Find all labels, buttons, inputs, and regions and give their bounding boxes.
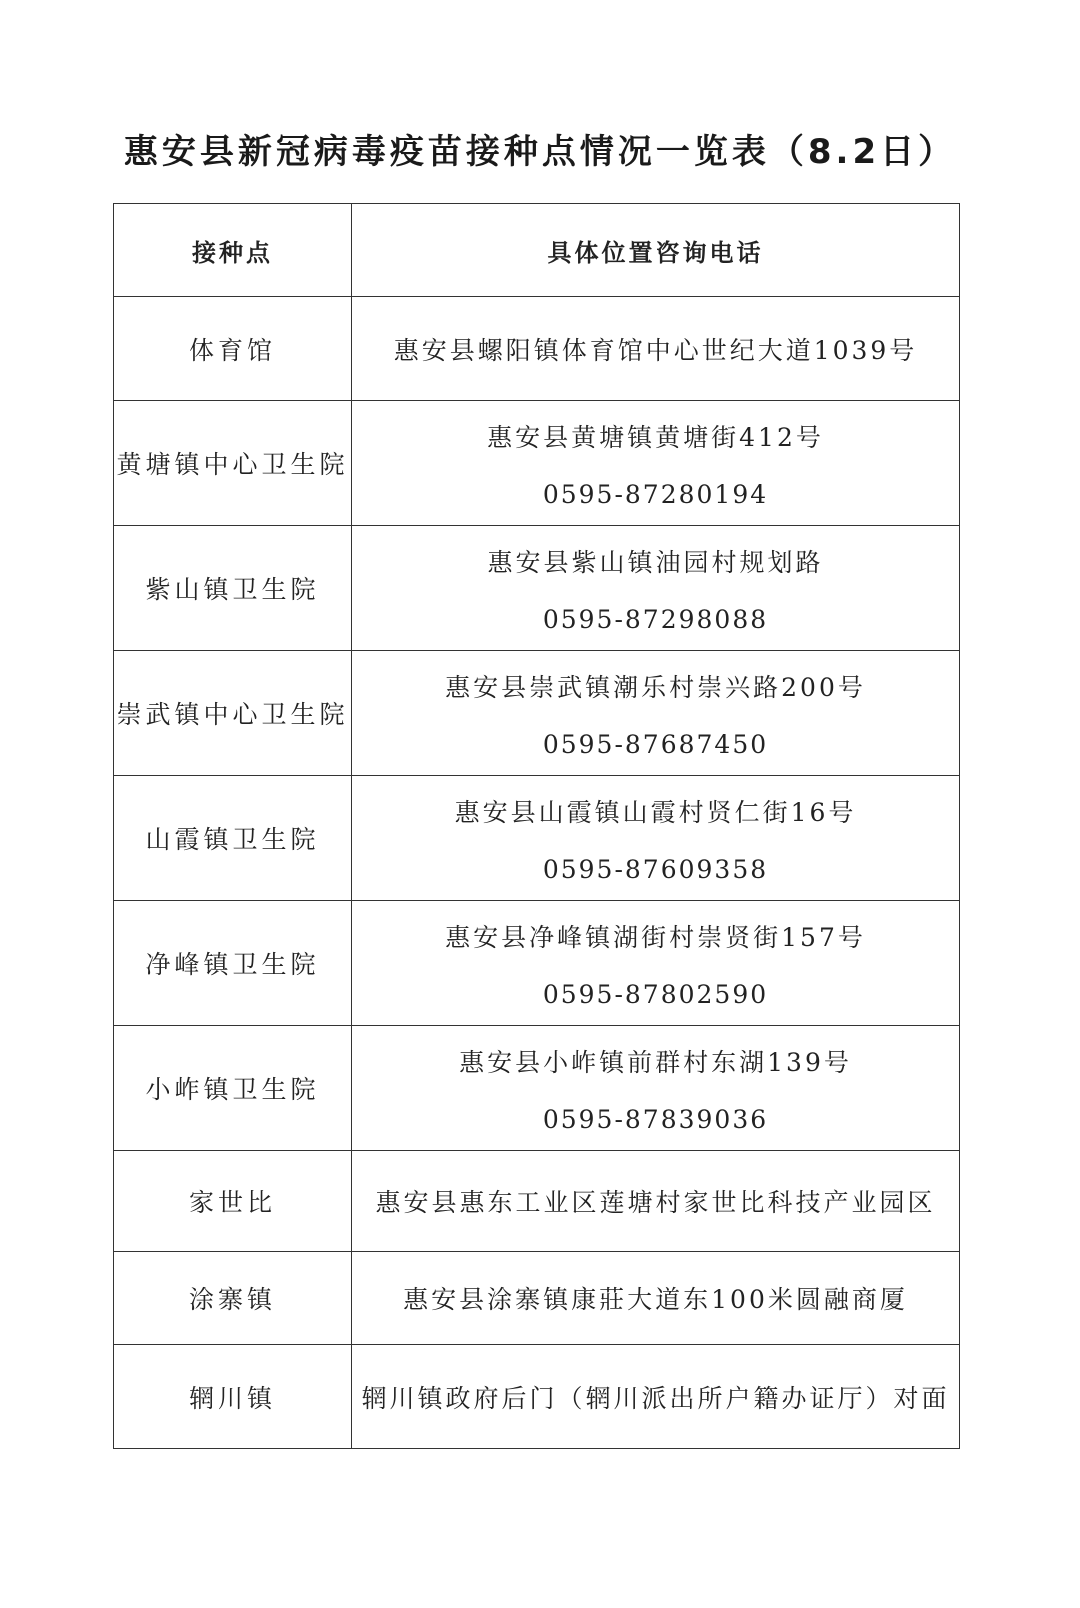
site-address: 惠安县紫山镇油园村规划路 — [487, 547, 824, 577]
table-row — [114, 901, 960, 1026]
vaccination-sites-table — [113, 203, 960, 1449]
site-location — [352, 651, 960, 776]
site-name: 紫山镇卫生院 — [114, 526, 352, 651]
table-row — [114, 297, 960, 401]
site-location — [352, 1151, 960, 1252]
site-location — [352, 1345, 960, 1449]
site-phone: 0595-87839036 — [542, 1104, 769, 1134]
site-name: 净峰镇卫生院 — [114, 901, 352, 1026]
site-phone: 0595-87280194 — [542, 479, 769, 509]
site-name: 家世比 — [114, 1151, 352, 1252]
site-address: 辋川镇政府后门（辋川派出所户籍办证厅）对面 — [361, 1383, 950, 1413]
table-row — [114, 776, 960, 901]
site-phone: 0595-87687450 — [542, 729, 769, 759]
site-name: 小岞镇卫生院 — [114, 1026, 352, 1151]
table-header-row — [114, 204, 960, 297]
site-name: 体育馆 — [114, 297, 352, 401]
site-phone: 0595-87298088 — [542, 604, 769, 634]
site-location — [352, 1252, 960, 1345]
site-name: 黄塘镇中心卫生院 — [114, 401, 352, 526]
table-row — [114, 1345, 960, 1449]
site-name: 涂寨镇 — [114, 1252, 352, 1345]
table-row — [114, 526, 960, 651]
site-address: 惠安县崇武镇潮乐村崇兴路200号 — [445, 672, 866, 702]
site-phone: 0595-87609358 — [542, 854, 769, 884]
site-location — [352, 901, 960, 1026]
table-row — [114, 1252, 960, 1345]
table-row — [114, 651, 960, 776]
site-address: 惠安县黄塘镇黄塘街412号 — [487, 422, 824, 452]
table-row — [114, 1026, 960, 1151]
site-name: 崇武镇中心卫生院 — [114, 651, 352, 776]
site-name: 辋川镇 — [114, 1345, 352, 1449]
site-location — [352, 401, 960, 526]
site-location — [352, 776, 960, 901]
site-location — [352, 526, 960, 651]
table-row — [114, 1151, 960, 1252]
header-location-phone: 具体位置咨询电话 — [352, 204, 960, 297]
site-address: 惠安县涂寨镇康莊大道东100米圆融商厦 — [403, 1285, 908, 1314]
site-location — [352, 297, 960, 401]
site-phone: 0595-87802590 — [542, 979, 769, 1009]
site-name: 山霞镇卫生院 — [114, 776, 352, 901]
header-site: 接种点 — [114, 204, 352, 297]
site-address: 惠安县螺阳镇体育馆中心世纪大道1039号 — [393, 335, 918, 365]
site-address: 惠安县惠东工业区莲塘村家世比科技产业园区 — [375, 1188, 936, 1217]
table-row — [114, 401, 960, 526]
site-address: 惠安县净峰镇湖街村崇贤街157号 — [445, 922, 866, 952]
site-location — [352, 1026, 960, 1151]
site-address: 惠安县小岞镇前群村东湖139号 — [459, 1047, 852, 1077]
site-address: 惠安县山霞镇山霞村贤仁街16号 — [454, 797, 857, 827]
page-title: 惠安县新冠病毒疫苗接种点情况一览表（8.2日） — [123, 132, 957, 172]
